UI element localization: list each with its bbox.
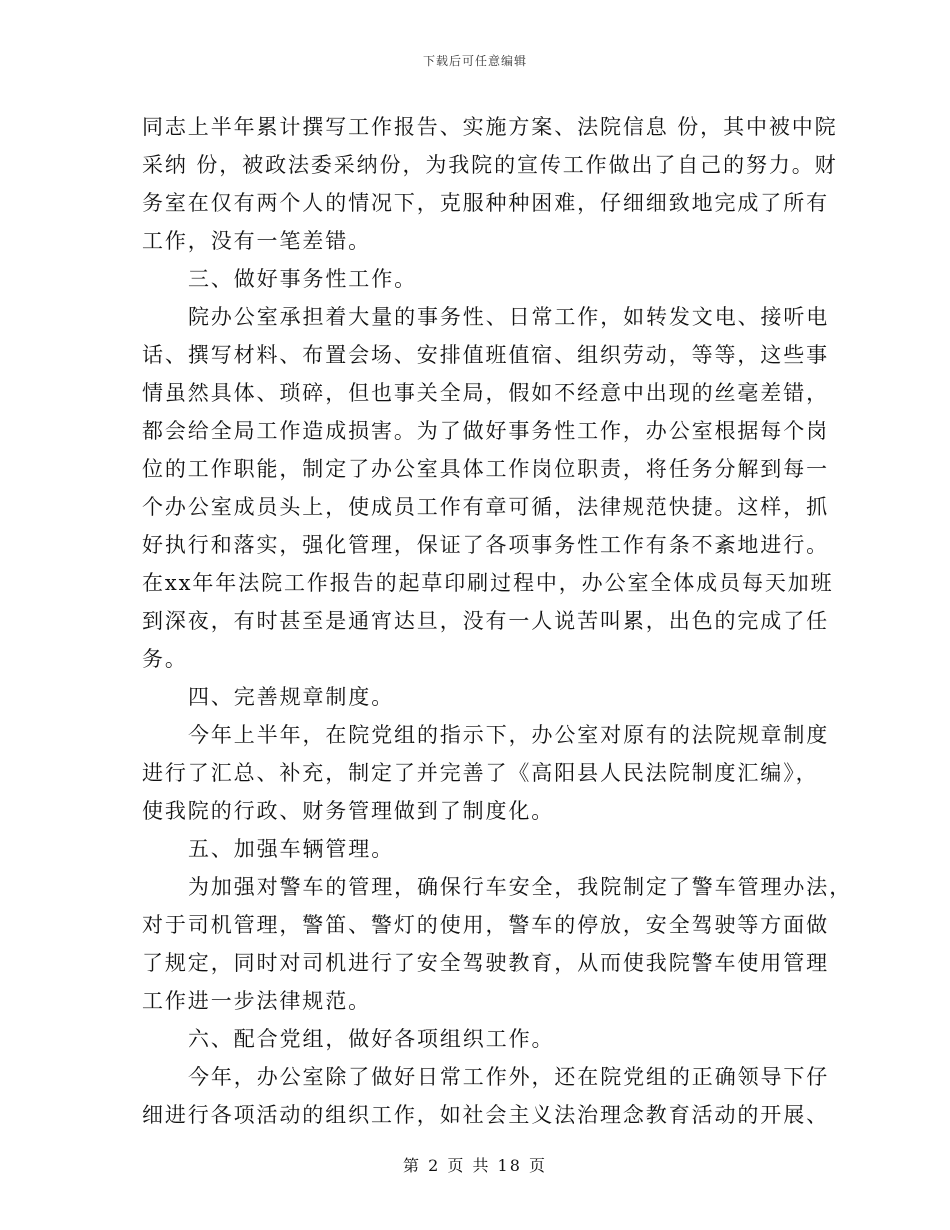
document-body xyxy=(142,108,853,1134)
text-line: 采纳 份，被政法委采纳份，为我院的宣传工作做出了自己的努力。财 xyxy=(142,153,838,177)
text-line: 个办公室成员头上，使成员工作有章可循，法律规范快捷。这样，抓 xyxy=(142,495,829,519)
text-line: 使我院的行政、财务管理做到了制度化。 xyxy=(142,799,555,823)
paragraph-start: 院办公室承担着大量的事务性、日常工作，如转发文电、接听电 xyxy=(188,305,830,329)
paragraph-start: 今年，办公室除了做好日常工作外，还在院党组的正确领导下仔 xyxy=(188,1065,830,1089)
paragraph-start: 为加强对警车的管理，确保行车安全，我院制定了警车管理办法， xyxy=(188,875,853,899)
text-line: 情虽然具体、琐碎，但也事关全局，假如不经意中出现的丝毫差错， xyxy=(142,381,829,405)
text-line: 工作，没有一笔差错。 xyxy=(142,229,371,253)
text-line: 务。 xyxy=(142,647,188,671)
section-heading: 三、做好事务性工作。 xyxy=(188,267,417,291)
text-line: 位的工作职能，制定了办公室具体工作岗位职责，将任务分解到每一 xyxy=(142,457,829,481)
text-line: 了规定，同时对司机进行了安全驾驶教育，从而使我院警车使用管理 xyxy=(142,951,829,975)
text-line: 进行了汇总、补充，制定了并完善了《高阳县人民法院制度汇编》， xyxy=(142,761,819,785)
text-line: 在xx年年法院工作报告的起草印刷过程中，办公室全体成员每天加班 xyxy=(142,571,834,595)
text-line: 都会给全局工作造成损害。为了做好事务性工作，办公室根据每个岗 xyxy=(142,419,829,443)
text-line: 同志上半年累计撰写工作报告、实施方案、法院信息 份，其中被中院 xyxy=(142,115,838,139)
section-heading: 五、加强车辆管理。 xyxy=(188,837,395,861)
text-line: 对于司机管理，警笛、警灯的使用，警车的停放，安全驾驶等方面做 xyxy=(142,913,829,937)
paragraph-start: 今年上半年，在院党组的指示下，办公室对原有的法院规章制度 xyxy=(188,723,830,747)
text-line: 工作进一步法律规范。 xyxy=(142,989,371,1013)
text-line: 话、撰写材料、布置会场、安排值班值宿、组织劳动，等等，这些事 xyxy=(142,343,829,367)
text-line: 到深夜，有时甚至是通宵达旦，没有一人说苦叫累，出色的完成了任 xyxy=(142,609,829,633)
page-number-footer: 第 2 页 共 18 页 xyxy=(403,1156,547,1175)
text-line: 务室在仅有两个人的情况下，克服种种困难，仔细细致地完成了所有 xyxy=(142,191,829,215)
text-line: 细进行各项活动的组织工作，如社会主义法治理念教育活动的开展、 xyxy=(142,1103,829,1127)
section-heading: 六、配合党组，做好各项组织工作。 xyxy=(188,1027,555,1051)
page-header: 下载后可任意编辑 xyxy=(422,54,527,68)
text-line: 好执行和落实，强化管理，保证了各项事务性工作有条不紊地进行。 xyxy=(142,533,829,557)
section-heading: 四、完善规章制度。 xyxy=(188,685,395,709)
